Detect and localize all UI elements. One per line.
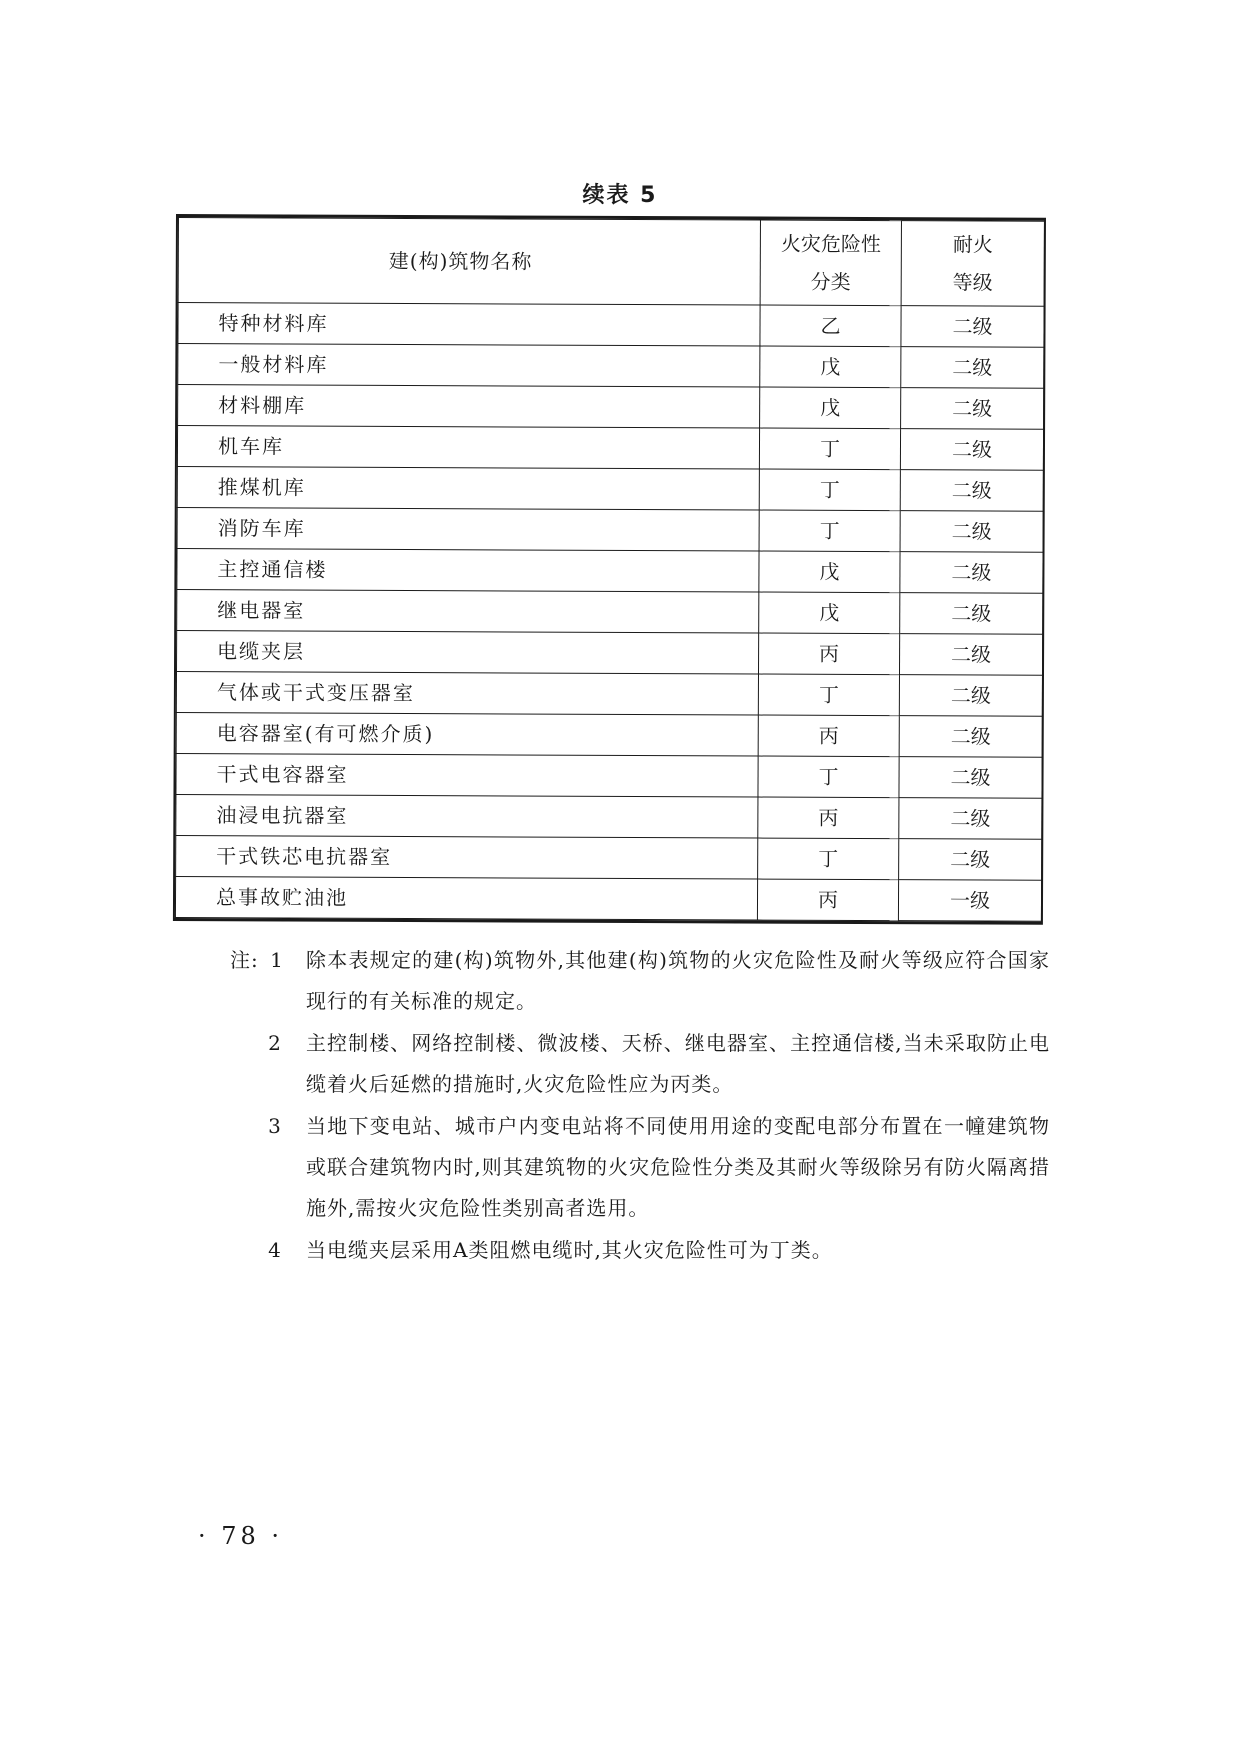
cell-fire-grade: 二级 [899,839,1042,881]
cell-fire-risk: 丙 [758,633,899,675]
note-number: 3 [268,1114,282,1138]
note-prefix: 注: [230,948,259,972]
cell-fire-risk: 丁 [759,469,900,511]
note-text: 主控制楼、网络控制楼、微波楼、天桥、继电器室、主控通信楼,当未采取防止电缆着火后延燃的措施时,火灾危险性应为丙类。 [306,1031,1050,1096]
cell-fire-grade: 二级 [900,470,1043,512]
cell-fire-grade: 二级 [900,552,1043,594]
cell-building-name: 气体或干式变压器室 [176,672,758,716]
header-building-name: 建(构)筑物名称 [178,218,760,306]
cell-fire-risk: 丁 [759,510,900,552]
cell-fire-risk: 丙 [758,797,899,839]
cell-fire-grade: 二级 [901,347,1044,389]
note-text: 当地下变电站、城市户内变电站将不同使用用途的变配电部分布置在一幢建筑物或联合建筑物内时,则其建筑物的火灾危险性分类及其耐火等级除另有防火隔离措施外,需按火灾危险性类别高者选用。 [306,1114,1050,1220]
cell-fire-grade: 二级 [899,675,1042,717]
table-row [176,836,1042,881]
page-number: · 78 · [198,1522,284,1550]
building-fire-table [173,214,1046,925]
cell-fire-risk: 丁 [758,674,899,716]
cell-fire-grade: 二级 [901,306,1044,348]
header-fire-risk-class [760,220,901,306]
cell-fire-grade: 二级 [900,593,1043,635]
cell-fire-risk: 戊 [760,346,901,388]
note-number: 1 [270,948,284,972]
cell-fire-risk: 丙 [758,715,899,757]
table-row [177,631,1043,676]
table-header-row [178,218,1044,307]
table-row [176,672,1042,717]
header-fire-resistance-grade [901,221,1044,307]
cell-building-name: 油浸电抗器室 [176,795,758,839]
header-grade-line1: 耐火 [952,232,993,257]
cell-fire-grade: 二级 [900,429,1043,471]
table-row [178,385,1044,430]
cell-building-name: 特种材料库 [178,303,760,347]
cell-building-name: 干式电容器室 [176,754,758,798]
table-title: 续表 5 [582,183,658,208]
table-row [177,467,1043,512]
table-row [175,877,1041,922]
cell-building-name: 消防车库 [177,508,759,552]
header-grade-line2: 等级 [952,270,993,295]
cell-building-name: 材料棚库 [178,385,760,429]
note-item [230,1106,1050,1229]
cell-fire-risk: 丁 [759,428,900,470]
cell-fire-risk: 戊 [760,387,901,429]
table-row [178,303,1044,348]
cell-fire-risk: 戊 [759,551,900,593]
note-text: 除本表规定的建(构)筑物外,其他建(构)筑物的火灾危险性及耐火等级应符合国家现行的有关标准的规定。 [306,948,1050,1013]
note-text: 当电缆夹层采用A类阻燃电缆时,其火灾危险性可为丁类。 [306,1238,833,1262]
cell-fire-risk: 丁 [758,756,899,798]
cell-fire-risk: 乙 [760,305,901,347]
cell-building-name: 继电器室 [177,590,759,634]
cell-fire-grade: 二级 [899,634,1042,676]
cell-building-name: 总事故贮油池 [175,877,757,921]
cell-fire-grade: 二级 [899,716,1042,758]
fire-rating-table [175,217,1045,922]
table-row [176,754,1042,799]
cell-building-name: 机车库 [177,426,759,470]
cell-building-name: 电缆夹层 [177,631,759,675]
note-number: 4 [268,1238,282,1262]
cell-building-name: 电容器室(有可燃介质) [176,713,758,757]
table-row [178,344,1044,389]
note-item [230,940,1050,1022]
cell-fire-risk: 戊 [759,592,900,634]
cell-fire-grade: 二级 [899,757,1042,799]
table-row [176,795,1042,840]
cell-building-name: 主控通信楼 [177,549,759,593]
header-fire-risk-line1: 火灾危险性 [780,231,881,257]
cell-fire-grade: 二级 [899,798,1042,840]
table-notes [230,940,1050,1272]
table-row [177,590,1043,635]
cell-fire-grade: 二级 [900,511,1043,553]
table-row [177,549,1043,594]
cell-building-name: 一般材料库 [178,344,760,388]
header-fire-risk-line2: 分类 [810,269,851,294]
cell-fire-grade: 二级 [901,388,1044,430]
table-row [176,713,1042,758]
table-row [177,426,1043,471]
note-item [230,1230,1050,1271]
cell-building-name: 推煤机库 [177,467,759,511]
cell-building-name: 干式铁芯电抗器室 [176,836,758,880]
cell-fire-risk: 丁 [758,838,899,880]
cell-fire-risk: 丙 [757,879,898,921]
cell-fire-grade: 一级 [898,880,1041,922]
table-row [177,508,1043,553]
note-item [230,1023,1050,1105]
note-number: 2 [268,1031,282,1055]
